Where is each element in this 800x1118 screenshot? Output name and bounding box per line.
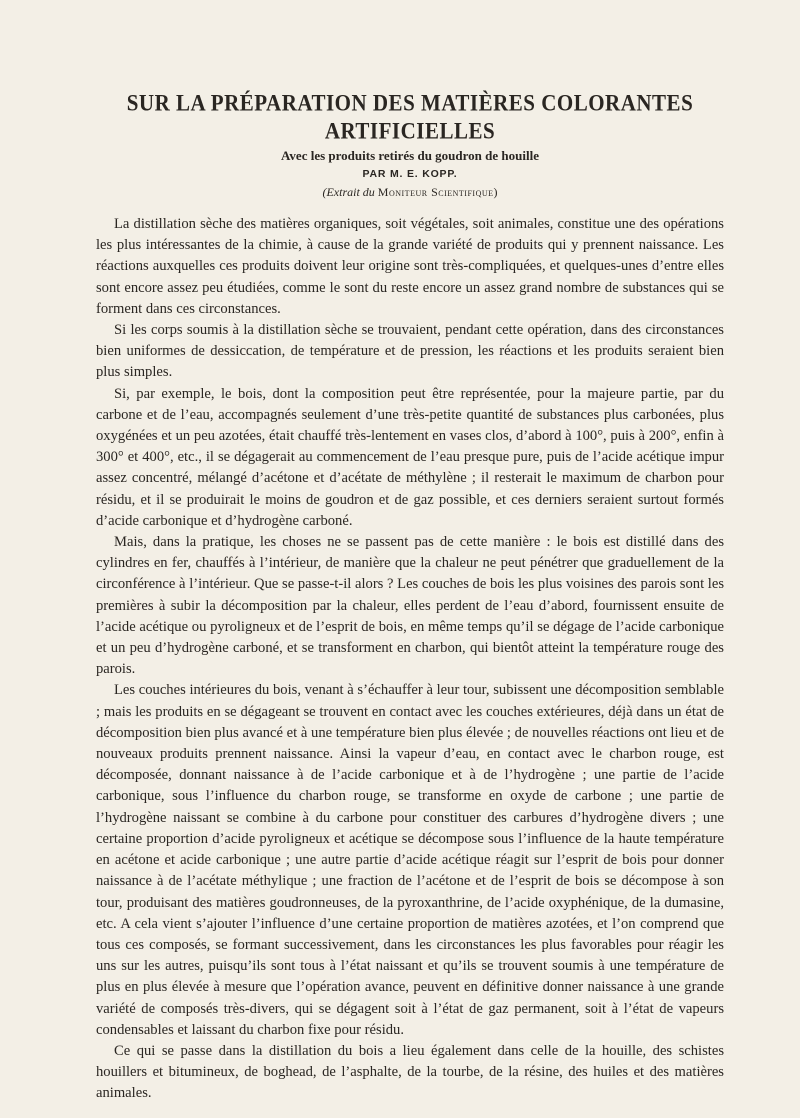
source-journal: Moniteur Scientifique [377,185,494,199]
article-body [96,214,724,1105]
article-author: PAR M. E. KOPP. [362,168,458,180]
article-title: SUR LA PRÉPARATION DES MATIÈRES COLORANTES ARTIFICIELLES [126,89,694,144]
paragraph: Si, par exemple, le bois, dont la composition peut être représentée, pour la majeure partie, par du carbone et de l’eau, accompagnés seulement d’une très-petite quantité de substances plus carbonées, plus oxygénées et un peu azotées, était chauffé très-lentement en vases clos, d’abord à 100°, puis à 200°, enfin à 300° et 400°, etc., il se dégagerait au commencement de l’eau presque pure, puis de l’acide acétique impur assez concentré, mélangé d’acétone et d’acétate de méthylène ; il resterait le maximum de charbon pour résidu, et il se produirait le moins de goudron et de gaz possible, et ces derniers seraient surtout formés d’acide carbonique et d’hydrogène carboné. [96,385,724,529]
article-subtitle: Avec les produits retirés du goudron de houille [281,148,539,163]
paragraph: La distillation sèche des matières organiques, soit végétales, soit animales, constitue une des opérations les plus intéressantes de la chimie, à cause de la grande variété de produits qui y prennent naissance. Les réactions auxquelles ces produits doivent leur origine sont très-compliquées, et quelques-unes d’entre elles sont encore assez peu étudiées, comme le sont du reste encore un assez grand nombre de substances qui se forment dans ces circonstances. [96,216,724,317]
article-source [96,185,724,200]
source-prefix: (Extrait du [322,185,378,199]
paragraph: Ce qui se passe dans la distillation du bois a lieu également dans celle de la houille, des schistes houillers et bitumineux, de boghead, de l’asphalte, de la tourbe, de la résine, des huiles et des matières animales. [96,1042,724,1102]
paragraph: Mais, dans la pratique, les choses ne se passent pas de cette manière : le bois est distillé dans des cylindres en fer, chauffés à l’intérieur, de manière que la chaleur ne peut pénétrer que graduellement de la circonférence à l’intérieur. Que se passe-t-il alors ? Les couches de bois les plus voisines des parois sont les premières à subir la décomposition par la chaleur, elles perdent de l’eau d’abord, fournissent ensuite de l’acide acétique ou pyroligneux et de l’esprit de bois, en même temps qu’il se dégage de l’acide carbonique et un peu d’hydrogène carboné, et se transforment en charbon, qui bientôt atteint la température rouge des parois. [96,534,724,678]
source-suffix: ) [493,185,498,199]
paragraph: Les couches intérieures du bois, venant à s’échauffer à leur tour, subissent une décomposition semblable ; mais les produits en se dégageant se trouvent en contact avec les couches extérieures, déjà dans un état de décomposition bien plus avancé et à une température bien plus élevée ; de nouvelles réactions ont lieu et de nouveaux produits prennent naissance. Ainsi la vapeur d’eau, en contact avec le charbon rouge, est décomposée, donnant naissance à de l’acide carbonique et à de l’hydrogène ; une partie de l’acide carbonique, sous l’influence du charbon rouge, se transforme en oxyde de carbone ; une partie de l’hydrogène naissant se combine à du carbone pour constituer des carbures d’hydrogène divers ; une certaine proportion d’acide pyroligneux et acétique se décompose sous l’influence de la haute température en acétone et acide carbonique ; une autre partie d’acide acétique réagit sur l’esprit de bois pour donner naissance à de l’acétate méthylique ; une fraction de l’acétone et de l’esprit de bois se décompose à son tour, produisant des matières goudronneuses, de la pyroxanthrine, de l’acide oxyphénique, de la dumasine, etc. A cela vient s’ajouter l’influence d’une certaine proportion de matières azotées, et l’on comprend que tous ces composés, se formant successivement, dans les circonstances les plus favorables pour réagir les uns sur les autres, puisqu’ils sont tous à l’état naissant et qu’ils se trouvent soumis à une température de plus en plus élevée à mesure que l’opération avance, peuvent en définitive donner naissance à une grande variété de composés très-divers, qui se dégagent soit à l’état de gaz permanent, soit à l’état de vapeurs condensables et laissant du charbon fixe pour résidu. [96,682,724,1038]
paragraph: Si les corps soumis à la distillation sèche se trouvaient, pendant cette opération, dans des circonstances bien uniformes de dessiccation, de température et de pression, les réactions et les produits seraient bien plus simples. [96,322,724,381]
